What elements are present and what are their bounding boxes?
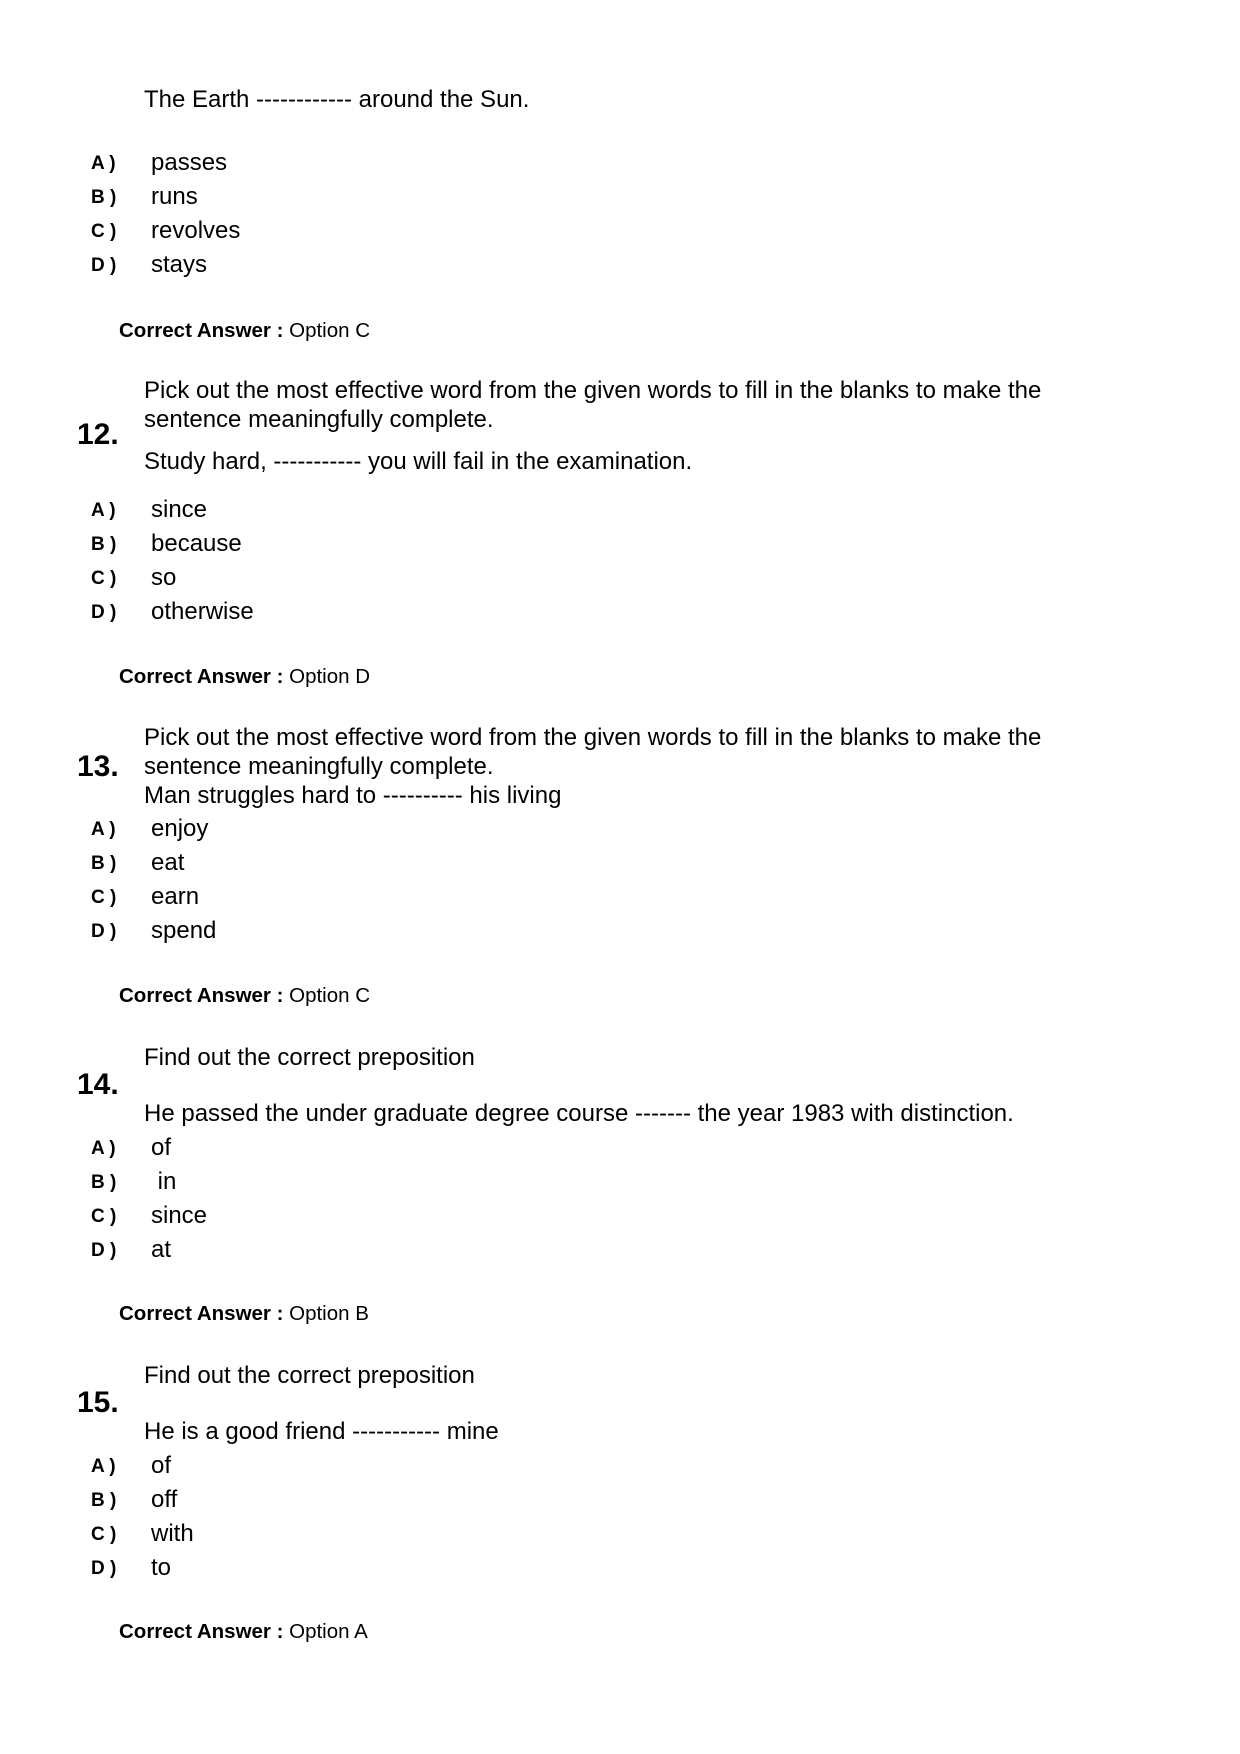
option-text: with (151, 1520, 194, 1547)
question-number: 12. (77, 418, 119, 451)
option-text: runs (151, 183, 198, 210)
option-text: earn (151, 883, 200, 910)
correct-answer (119, 1620, 368, 1644)
option-letter: A ) (91, 500, 116, 521)
stem-line: sentence meaningfully complete. (144, 406, 494, 433)
question-number: 13. (77, 750, 119, 783)
option-letter: C ) (91, 221, 117, 242)
stem-line: He is a good friend ----------- mine (144, 1418, 499, 1445)
option-letter: C ) (91, 1206, 117, 1227)
option-text: off (151, 1486, 178, 1513)
option-letter: B ) (91, 1490, 117, 1511)
question-stem (144, 1361, 1144, 1446)
option-letter: D ) (91, 921, 117, 942)
stem-line: Pick out the most effective word from the given words to fill in the blanks to make the (144, 724, 1042, 751)
option-text: because (151, 530, 242, 557)
option-letter: A ) (91, 1456, 116, 1477)
answer-label: Correct Answer : (119, 984, 284, 1007)
option-text: of (151, 1452, 172, 1479)
question-number: 15. (77, 1386, 119, 1419)
option-letter: A ) (91, 1138, 116, 1159)
stem-line: He passed the under graduate degree course ------- the year 1983 with distinction. (144, 1100, 1014, 1127)
option-letter: A ) (91, 819, 116, 840)
option-text: spend (151, 917, 217, 944)
option-text: eat (151, 849, 185, 876)
option-letter: B ) (91, 534, 117, 555)
option-text: revolves (151, 217, 241, 244)
option-text: of (151, 1134, 172, 1161)
option-letter: B ) (91, 853, 117, 874)
question-number: 14. (77, 1068, 119, 1101)
question-stem (144, 1043, 1144, 1128)
option-letter: B ) (91, 187, 117, 208)
option-text: otherwise (151, 598, 254, 625)
stem-line: Pick out the most effective word from the given words to fill in the blanks to make the (144, 377, 1042, 404)
answer-label: Correct Answer : (119, 319, 284, 342)
answer-label: Correct Answer : (119, 1620, 284, 1643)
stem-line: The Earth ------------ around the Sun. (144, 86, 530, 113)
stem-line: Man struggles hard to ---------- his living (144, 782, 562, 809)
correct-answer (119, 1302, 369, 1326)
option-letter: D ) (91, 1558, 117, 1579)
option-letter: D ) (91, 255, 117, 276)
option-text: to (151, 1554, 172, 1581)
option-letter: C ) (91, 887, 117, 908)
answer-value: Option B (283, 1302, 369, 1325)
answer-value: Option D (283, 665, 371, 688)
question-stem (144, 85, 1144, 114)
answer-value: Option C (283, 319, 371, 342)
stem-line: Find out the correct preposition (144, 1044, 475, 1071)
answer-value: Option C (283, 984, 371, 1007)
option-letter: B ) (91, 1172, 117, 1193)
option-text: passes (151, 149, 228, 176)
option-text: enjoy (151, 815, 209, 842)
option-text: in (151, 1168, 177, 1195)
question-stem (144, 376, 1144, 476)
option-text: so (151, 564, 177, 591)
option-letter: C ) (91, 568, 117, 589)
answer-label: Correct Answer : (119, 665, 284, 688)
option-letter: D ) (91, 602, 117, 623)
correct-answer (119, 984, 370, 1008)
option-letter: C ) (91, 1524, 117, 1545)
option-letter: A ) (91, 153, 116, 174)
answer-value: Option A (283, 1620, 368, 1643)
option-letter: D ) (91, 1240, 117, 1261)
option-text: at (151, 1236, 172, 1263)
option-text: since (151, 1202, 208, 1229)
answer-label: Correct Answer : (119, 1302, 284, 1325)
stem-line: Study hard, ----------- you will fail in the examination. (144, 448, 693, 475)
correct-answer (119, 665, 370, 689)
stem-line: Find out the correct preposition (144, 1362, 475, 1389)
question-stem (144, 723, 1144, 810)
correct-answer (119, 319, 370, 343)
option-text: since (151, 496, 208, 523)
stem-line: sentence meaningfully complete. (144, 753, 494, 780)
option-text: stays (151, 251, 208, 278)
